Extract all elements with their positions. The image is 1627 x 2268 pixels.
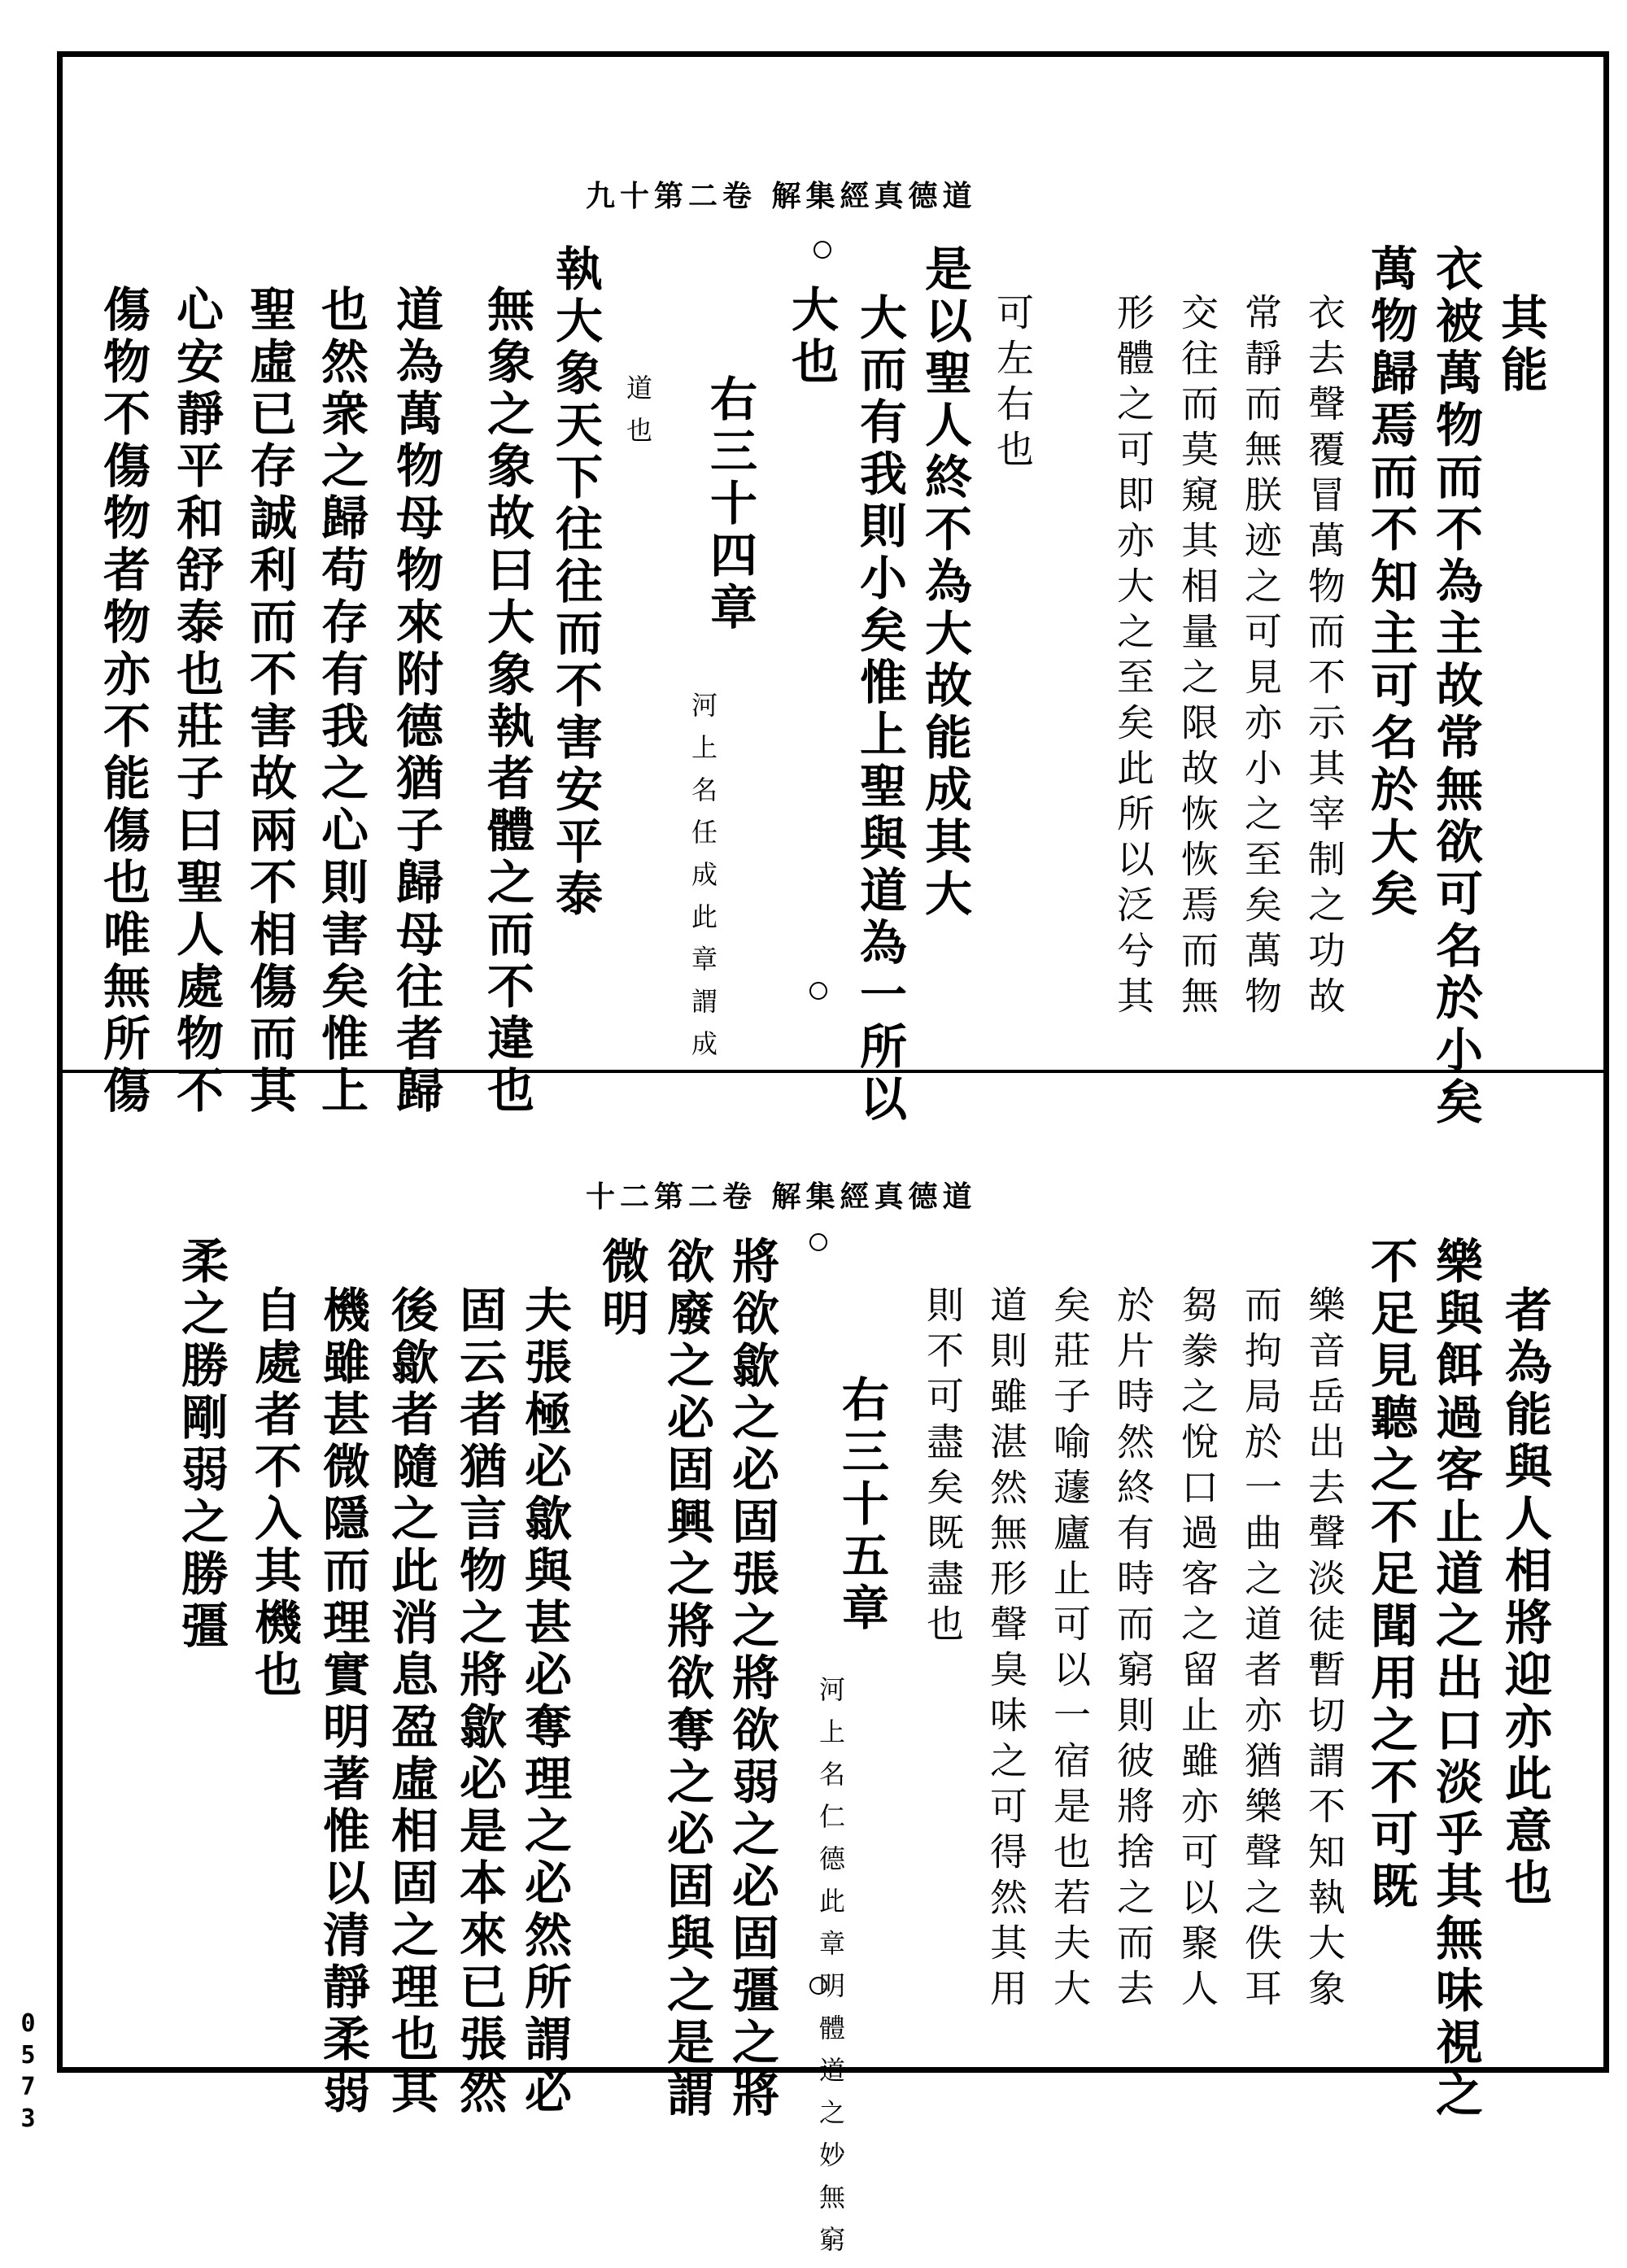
top-col-2: 衣被萬物而不為主故常無欲可名於小矣 — [1428, 244, 1483, 1129]
bottom-col-10: 則不可盡矣既盡也 — [921, 1285, 965, 1650]
top-col-17: 道為萬物母物來附德猶子歸母往者歸 — [388, 285, 443, 1118]
bottom-col-16: 夫張極必歙與甚必奪理之必然所謂必 — [517, 1285, 572, 2118]
top-col-16: 無象之象故曰大象執者體之而不違也 — [479, 285, 534, 1118]
bottom-col-5: 而拘局於一曲之道者亦猶樂聲之佚耳 — [1239, 1285, 1283, 2014]
bottom-col-12: 河上名仁德此章明體道之妙無窮 — [815, 1676, 846, 2268]
top-col-5: 常靜而無朕迹之可見亦小之至矣萬物 — [1239, 293, 1283, 1022]
top-col-3: 萬物歸焉而不知主可名於大矣 — [1363, 244, 1418, 921]
bottom-col-14: 欲廢之必固興之將欲奪之必固與之是謂 — [659, 1236, 714, 2122]
top-col-13: 河上名任成此章謂成 — [687, 691, 718, 1072]
bottom-running-head: 道德真經集解 卷二第二十 — [586, 1180, 977, 1214]
top-col-1: 其能 — [1493, 293, 1548, 397]
top-col-20: 心安靜平和舒泰也莊子曰聖人處物不 — [168, 285, 224, 1118]
top-col-12: 右三十四章 — [702, 374, 757, 635]
margin-circle-bottom-2 — [809, 1977, 827, 1995]
top-running-head: 道德真經集解 卷二第十九 — [586, 179, 977, 213]
top-col-4: 衣去聲覆冒萬物而不示其宰制之功故 — [1302, 293, 1346, 1022]
top-col-6: 交往而莫窺其相量之限故恢恢焉而無 — [1176, 293, 1219, 1022]
top-col-21: 傷物不傷物者物亦不能傷也唯無所傷 — [95, 285, 150, 1118]
bottom-col-9: 道則雖湛然無形聲臭味之可得然其用 — [984, 1285, 1028, 2014]
top-col-8: 可左右也 — [991, 293, 1035, 475]
top-col-19: 聖虛已存誠利而不害故兩不相傷而其 — [242, 285, 297, 1118]
page-number: 0573 — [14, 2009, 42, 2136]
bottom-col-11: 右三十五章 — [834, 1375, 889, 1635]
bottom-col-8: 矣莊子喻蘧廬止可以一宿是也若夫大 — [1048, 1285, 1092, 2014]
bottom-col-6: 芻豢之悅口過客之留止雖亦可以聚人 — [1176, 1285, 1219, 2014]
bottom-col-7: 於片時然終有時而窮則彼將捨之而去 — [1111, 1285, 1155, 2014]
bottom-col-15: 微明 — [594, 1236, 649, 1341]
bottom-col-18: 後歙者隨之此消息盈虛相固之理也其 — [383, 1285, 438, 2118]
bottom-col-13: 將欲歙之必固張之將欲弱之必固彊之將 — [724, 1236, 779, 2122]
top-col-9: 是以聖人終不為大故能成其大 — [917, 244, 972, 921]
margin-circle-bottom-1 — [809, 1233, 827, 1251]
top-col-18: 也然衆之歸苟存有我之心則害矣惟上 — [313, 285, 369, 1118]
bottom-col-2: 樂與餌過客止道之出口淡乎其無味視之 — [1428, 1236, 1483, 2122]
top-col-11: 大也 — [783, 285, 839, 389]
bottom-col-20: 自處者不入其機也 — [246, 1285, 302, 1702]
bottom-col-17: 固云者猶言物之將歙必是本來已張然 — [451, 1285, 507, 2118]
top-col-10: 大而有我則小矣惟上聖與道為一所以 — [852, 293, 907, 1126]
bottom-col-1: 者為能與人相將迎亦此意也 — [1497, 1285, 1552, 1910]
bottom-col-3: 不足見聽之不足聞用之不可既 — [1363, 1236, 1418, 1913]
margin-circle-top-1 — [814, 241, 831, 259]
bottom-col-21: 柔之勝剛弱之勝彊 — [173, 1236, 229, 1653]
top-col-15: 執大象天下往往而不害安平泰 — [547, 244, 603, 921]
bottom-col-4: 樂音岳出去聲淡徒暫切謂不知執大象 — [1302, 1285, 1346, 2014]
bottom-col-19: 機雖甚微隱而理實明著惟以清靜柔弱 — [315, 1285, 370, 2118]
top-col-7: 形體之可即亦大之至矣此所以泛兮其 — [1111, 293, 1155, 1022]
margin-circle-top-2 — [809, 982, 827, 1000]
top-col-14: 道也 — [622, 374, 653, 459]
